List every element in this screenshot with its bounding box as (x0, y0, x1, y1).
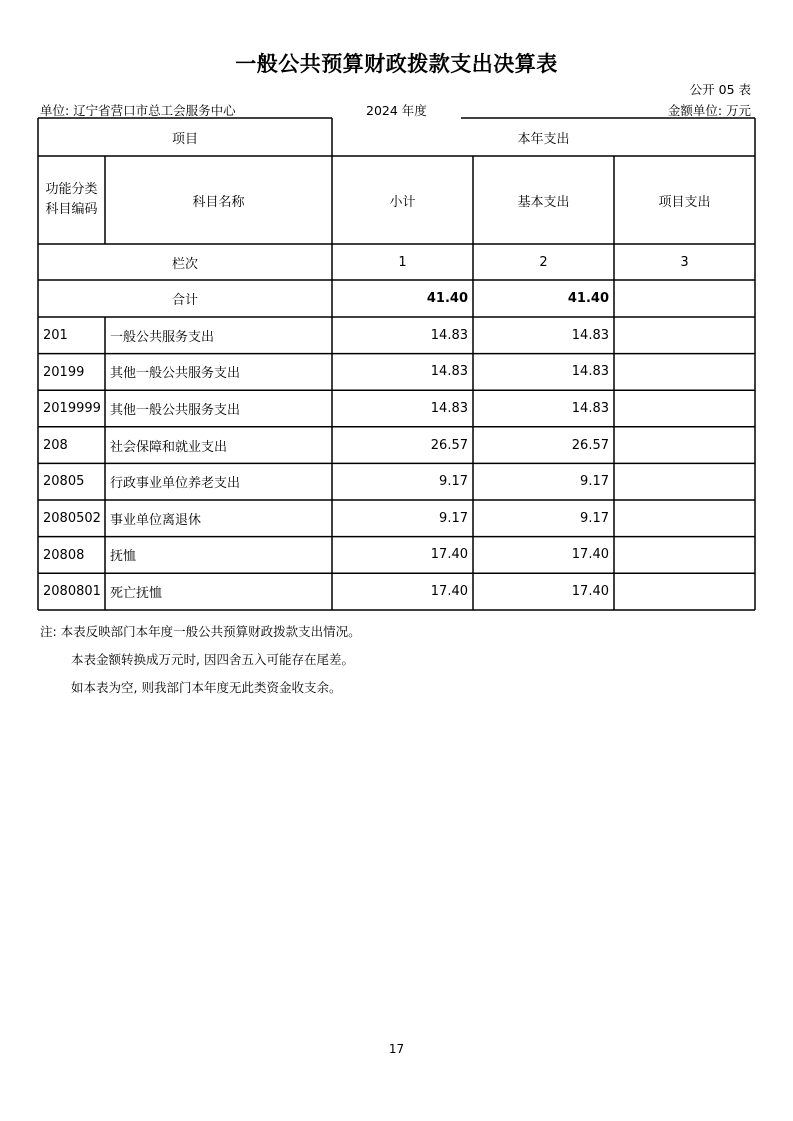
row-name: 其他一般公共服务支出 (110, 402, 241, 418)
row-subtotal: 17.40 (430, 583, 468, 599)
row-basic: 26.57 (571, 437, 609, 453)
row-basic: 17.40 (571, 583, 609, 599)
row-project (614, 573, 755, 610)
row-project (614, 354, 755, 391)
row-code: 208 (43, 437, 68, 453)
note-2: 本表金额转换成万元时, 因四舍五入可能存在尾差。 (71, 652, 354, 667)
column-index-label: 栏次 (171, 256, 198, 272)
row-subtotal: 17.40 (430, 547, 468, 563)
header-func-code-line2: 科目编码 (45, 202, 98, 217)
row-project (614, 317, 755, 354)
money-unit: 金额单位: 万元 (667, 103, 751, 118)
column-index-2: 2 (539, 254, 548, 270)
header-item: 项目 (171, 131, 198, 147)
page-number: 17 (388, 1042, 405, 1056)
header-subtotal: 小计 (389, 194, 416, 210)
row-subtotal: 9.17 (439, 474, 468, 490)
column-index-1: 1 (398, 254, 407, 270)
row-code: 20808 (43, 547, 85, 563)
fiscal-year: 2024 年度 (366, 103, 427, 118)
page-title: 一般公共预算财政拨款支出决算表 (235, 52, 558, 76)
row-name: 事业单位离退休 (110, 512, 202, 528)
total-label: 合计 (171, 293, 198, 308)
form-code: 公开 05 表 (689, 82, 751, 97)
row-subtotal: 9.17 (439, 510, 468, 526)
note-3: 如本表为空, 则我部门本年度无此类资金收支余。 (71, 680, 342, 695)
header-func-code (38, 156, 105, 244)
row-project (614, 463, 755, 500)
row-project (614, 390, 755, 427)
row-basic: 14.83 (571, 400, 609, 416)
row-code: 2080502 (43, 511, 101, 526)
row-subtotal: 14.83 (430, 400, 468, 416)
row-code: 2080801 (43, 584, 101, 600)
row-name: 死亡抚恤 (110, 585, 163, 601)
row-name: 一般公共服务支出 (110, 329, 215, 345)
row-name: 抚恤 (110, 549, 137, 565)
row-name: 社会保障和就业支出 (110, 439, 228, 455)
row-subtotal: 14.83 (430, 364, 468, 380)
row-code: 20199 (43, 364, 85, 380)
reporting-unit: 单位: 辽宁省营口市总工会服务中心 (40, 103, 236, 118)
row-basic: 9.17 (580, 474, 609, 490)
row-name: 行政事业单位养老支出 (110, 476, 241, 492)
header-func-code-line1: 功能分类 (45, 182, 98, 197)
total-basic: 41.40 (567, 291, 609, 306)
header-current-year: 本年支出 (517, 131, 570, 147)
row-project (614, 537, 755, 574)
header-subject-name: 科目名称 (192, 194, 245, 210)
row-code: 2019999 (43, 401, 101, 417)
row-name: 其他一般公共服务支出 (110, 366, 241, 382)
notes (40, 618, 361, 702)
column-index-3: 3 (680, 254, 689, 270)
expenditure-table (38, 118, 755, 610)
row-code: 20805 (43, 474, 85, 490)
row-project (614, 500, 755, 537)
row-project (614, 427, 755, 464)
row-basic: 14.83 (571, 364, 609, 380)
row-code: 201 (43, 328, 68, 343)
row-basic: 14.83 (571, 327, 609, 343)
row-basic: 9.17 (580, 510, 609, 526)
header-basic: 基本支出 (517, 194, 570, 210)
total-project (614, 280, 755, 317)
total-subtotal: 41.40 (426, 291, 468, 306)
row-subtotal: 14.83 (430, 327, 468, 343)
row-basic: 17.40 (571, 547, 609, 563)
header-project: 项目支出 (658, 194, 711, 210)
note-1: 注: 本表反映部门本年度一般公共预算财政拨款支出情况。 (40, 624, 361, 639)
row-subtotal: 26.57 (430, 437, 468, 453)
